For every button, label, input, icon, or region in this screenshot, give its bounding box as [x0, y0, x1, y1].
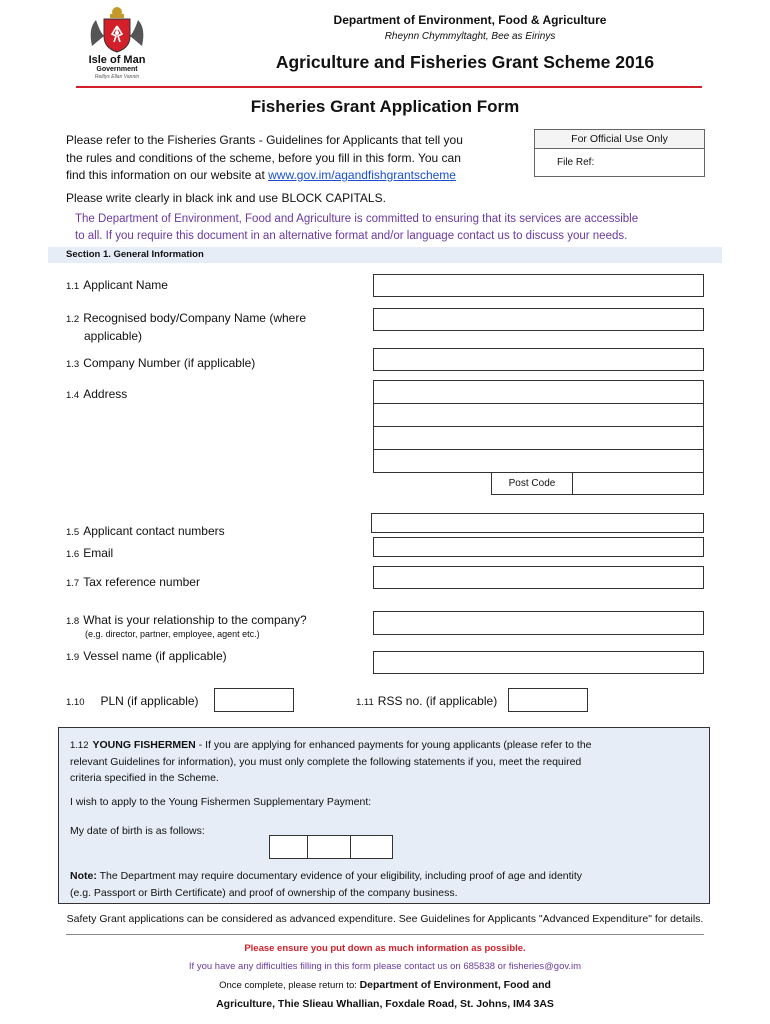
label-tax-reference: [66, 575, 200, 589]
question-number: 1.9: [66, 652, 80, 663]
label-vessel-name: [66, 649, 227, 663]
young-fishermen-heading: YOUNG FISHERMEN: [92, 739, 196, 751]
question-label: Address: [83, 387, 128, 401]
footer-divider: [66, 934, 704, 935]
question-label: Company Number (if applicable): [83, 356, 256, 370]
young-intro-line: [70, 737, 592, 754]
address-line-2-input[interactable]: [373, 403, 704, 427]
intro-line-prefix: find this information on our website at: [66, 168, 269, 182]
label-rss-number: [356, 694, 497, 708]
return-address-line: Department of Environment, Food and: [359, 979, 551, 991]
return-address-line: Agriculture, Thie Slieau Whallian, Foxdale Road, St. Johns, IM4 3AS: [216, 998, 554, 1010]
question-number: 1.10: [66, 697, 85, 708]
young-note-line: [70, 868, 582, 885]
label-pln: [66, 694, 199, 708]
dob-day-input[interactable]: [269, 835, 308, 859]
return-prefix: Once complete, please return to:: [219, 980, 360, 991]
dob-year-input[interactable]: [350, 835, 393, 859]
section-title: Section 1. General Information: [66, 249, 204, 260]
official-use-box: [534, 129, 705, 177]
relationship-hint: (e.g. director, partner, employee, agent etc.): [85, 629, 260, 639]
note-label: Note:: [70, 870, 97, 882]
safety-grant-note: Safety Grant applications can be considered as advanced expenditure. See Guidelines for Applicants "Advanced Expenditure" for details.: [66, 913, 704, 925]
question-label: Email: [83, 546, 114, 560]
question-label: Tax reference number: [83, 575, 200, 589]
question-number: 1.6: [66, 549, 80, 560]
post-code-label: Post Code: [508, 478, 556, 489]
question-label: What is your relationship to the company?: [83, 613, 307, 627]
dob-label: My date of birth is as follows:: [70, 825, 205, 837]
question-number: 1.3: [66, 359, 80, 370]
question-number: 1.12: [70, 740, 89, 751]
applicant-name-input[interactable]: [373, 274, 704, 297]
note-text: The Department may require documentary evidence of your eligibility, including proof of age and identity: [96, 870, 583, 882]
guidelines-link[interactable]: www.gov.im/agandfishgrantscheme: [268, 168, 456, 182]
file-ref-label: File Ref:: [557, 157, 595, 168]
label-contact-numbers: [66, 524, 225, 538]
question-label: Vessel name (if applicable): [83, 649, 227, 663]
tax-reference-input[interactable]: [373, 566, 704, 589]
contact-note: If you have any difficulties filling in this form please contact us on 685838 or fisheries@gov.im: [188, 961, 582, 972]
young-fishermen-intro: [70, 737, 592, 786]
company-name-input[interactable]: [373, 308, 704, 331]
dob-month-input[interactable]: [307, 835, 351, 859]
young-intro-text: - If you are applying for enhanced payments for young applicants (please refer to the: [195, 739, 592, 751]
label-relationship: [66, 613, 307, 627]
company-number-input[interactable]: [373, 348, 704, 371]
return-line: [0, 976, 770, 995]
rss-number-input[interactable]: [508, 688, 588, 712]
vessel-name-input[interactable]: [373, 651, 704, 674]
accessibility-line: to all. If you require this document in an alternative format and/or language contact us to discuss your needs.: [75, 230, 628, 242]
logo-sub: Government: [96, 66, 138, 73]
intro-text: [66, 132, 463, 185]
pln-input[interactable]: [214, 688, 294, 712]
address-line-1-input[interactable]: [373, 380, 704, 404]
young-intro-line: criteria specified in the Scheme.: [70, 772, 219, 784]
question-label: applicable): [84, 329, 143, 343]
question-label: Applicant Name: [83, 278, 168, 292]
question-label: RSS no. (if applicable): [377, 694, 498, 708]
relationship-input[interactable]: [373, 611, 704, 635]
accessibility-statement: [75, 211, 638, 245]
return-line: [0, 995, 770, 1013]
label-company-number: [66, 356, 255, 370]
intro-line: [66, 167, 463, 185]
header-divider: [76, 86, 702, 88]
label-company-name: [66, 310, 306, 344]
label-address: [66, 387, 127, 401]
question-number: 1.5: [66, 527, 80, 538]
logo-motto: Reiltys Ellan Vannin: [94, 74, 140, 80]
question-number: 1.2: [66, 314, 80, 325]
young-intro-line: relevant Guidelines for information), you must only complete the following statements if you, meet the required: [70, 756, 582, 768]
question-label: Applicant contact numbers: [83, 524, 225, 538]
government-logo: [76, 6, 158, 84]
question-number: 1.8: [66, 616, 80, 627]
intro-line: Please refer to the Fisheries Grants - Guidelines for Applicants that tell you: [66, 133, 463, 147]
question-number: 1.1: [66, 281, 80, 292]
young-note: [70, 868, 582, 902]
intro-line: the rules and conditions of the scheme, before you fill in this form. You can: [66, 150, 461, 165]
question-number: 1.11: [356, 697, 374, 708]
address-line-4-input[interactable]: [373, 449, 704, 473]
crest-icon: [82, 6, 152, 54]
question-number: 1.7: [66, 578, 80, 589]
contact-numbers-input[interactable]: [371, 513, 704, 533]
ensure-info-note: Please ensure you put down as much information as possible.: [244, 943, 526, 954]
department-name: Department of Environment, Food & Agriculture: [333, 13, 607, 27]
question-label: Recognised body/Company Name (where: [83, 311, 306, 325]
question-label: PLN (if applicable): [100, 694, 199, 708]
official-use-header: For Official Use Only: [535, 130, 704, 149]
young-note-line: (e.g. Passport or Birth Certificate) and proof of ownership of the company business.: [70, 887, 458, 899]
address-line-3-input[interactable]: [373, 426, 704, 450]
form-title: Fisheries Grant Application Form: [250, 97, 520, 116]
scheme-title: Agriculture and Fisheries Grant Scheme 2016: [275, 52, 655, 72]
question-number: 1.4: [66, 390, 80, 401]
block-caps-instruction: Please write clearly in black ink and use BLOCK CAPITALS.: [66, 191, 386, 205]
return-address: [0, 976, 770, 1013]
accessibility-line: The Department of Environment, Food and Agriculture is committed to ensuring that its services are accessible: [75, 213, 639, 225]
section-header: [48, 247, 722, 263]
email-input[interactable]: [373, 537, 704, 557]
post-code-input[interactable]: [572, 472, 704, 495]
department-name-manx: Rheynn Chymmyltaght, Bee as Eirinys: [384, 31, 556, 42]
post-code-label-cell: [491, 472, 573, 495]
logo-text: Isle of Man: [88, 54, 146, 66]
young-apply-statement: I wish to apply to the Young Fishermen Supplementary Payment:: [70, 796, 372, 808]
label-email: [66, 546, 113, 560]
label-applicant-name: [66, 278, 168, 292]
